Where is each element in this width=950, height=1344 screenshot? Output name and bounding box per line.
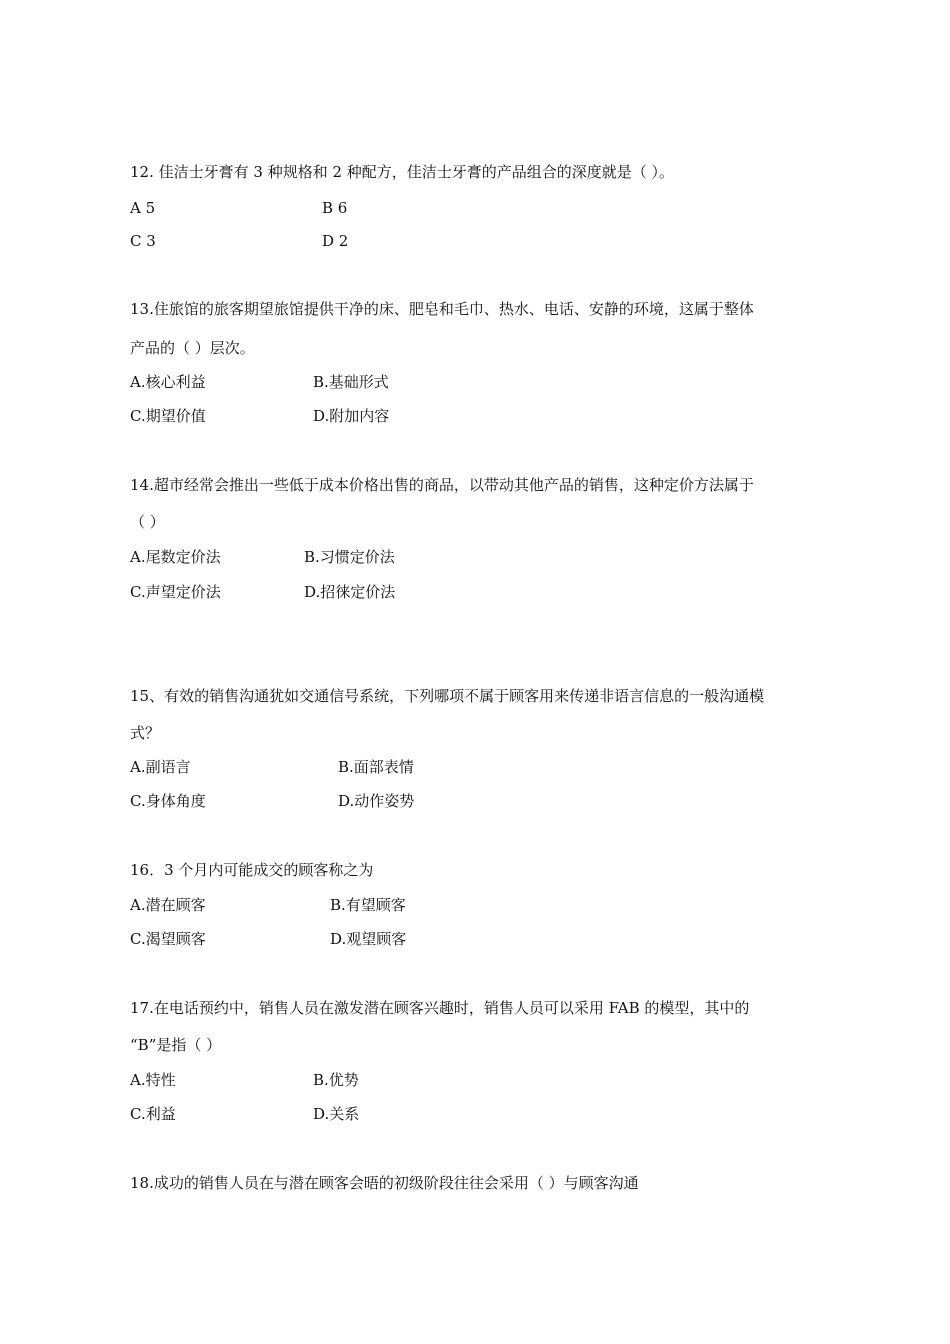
question-14-option-d: D.招徕定价法 xyxy=(304,583,396,601)
question-15-option-b: B.面部表情 xyxy=(338,758,414,776)
question-12-text: 12. 佳洁士牙膏有 3 种规格和 2 种配方，佳洁士牙膏的产品组合的深度就是（ ）。 xyxy=(130,163,675,181)
question-16-option-b: B.有望顾客 xyxy=(330,896,406,914)
question-14-text-line-1: 14.超市经常会推出一些低于成本价格出售的商品，以带动其他产品的销售，这种定价方法属于 xyxy=(130,476,754,494)
question-15-text-line-2: 式？ xyxy=(130,724,161,742)
question-13-text-line-1: 13.住旅馆的旅客期望旅馆提供干净的床、肥皂和毛巾、热水、电话、安静的环境，这属于整体 xyxy=(130,300,754,318)
question-14-option-a: A.尾数定价法 xyxy=(130,548,221,566)
question-12-option-d: D 2 xyxy=(322,232,349,250)
question-14-option-c: C.声望定价法 xyxy=(130,583,221,601)
question-17-text-line-2: “B”是指（ ） xyxy=(130,1036,222,1054)
question-17-option-a: A.特性 xyxy=(130,1071,176,1089)
question-15-option-a: A.副语言 xyxy=(130,758,191,776)
question-12-option-a: A 5 xyxy=(130,199,156,217)
question-12-option-b: B 6 xyxy=(322,199,348,217)
question-12-option-c: C 3 xyxy=(130,232,156,250)
question-15-option-d: D.动作姿势 xyxy=(338,792,415,810)
question-16-option-a: A.潜在顾客 xyxy=(130,896,206,914)
question-16-option-d: D.观望顾客 xyxy=(330,930,407,948)
question-17-text-line-1: 17.在电话预约中，销售人员在激发潜在顾客兴趣时，销售人员可以采用 FAB 的模型，其中的 xyxy=(130,999,750,1017)
question-13-option-c: C.期望价值 xyxy=(130,407,206,425)
question-13-option-d: D.附加内容 xyxy=(313,407,390,425)
question-13-option-b: B.基础形式 xyxy=(313,373,389,391)
question-14-option-b: B.习惯定价法 xyxy=(304,548,395,566)
question-16-option-c: C.渴望顾客 xyxy=(130,930,206,948)
question-16-text: 16．3 个月内可能成交的顾客称之为 xyxy=(130,861,374,879)
question-15-text-line-1: 15、有效的销售沟通犹如交通信号系统，下列哪项不属于顾客用来传递非语言信息的一般沟通模 xyxy=(130,687,765,705)
question-13-text-line-2: 产品的（ ）层次。 xyxy=(130,339,255,357)
question-15-option-c: C.身体角度 xyxy=(130,792,206,810)
question-17-option-c: C.利益 xyxy=(130,1105,176,1123)
question-18-text: 18.成功的销售人员在与潜在顾客会晤的初级阶段往往会采用（ ）与顾客沟通 xyxy=(130,1174,639,1192)
question-17-option-d: D.关系 xyxy=(313,1105,360,1123)
question-17-option-b: B.优势 xyxy=(313,1071,359,1089)
question-13-option-a: A.核心利益 xyxy=(130,373,206,391)
question-14-text-line-2: （ ） xyxy=(130,513,165,531)
